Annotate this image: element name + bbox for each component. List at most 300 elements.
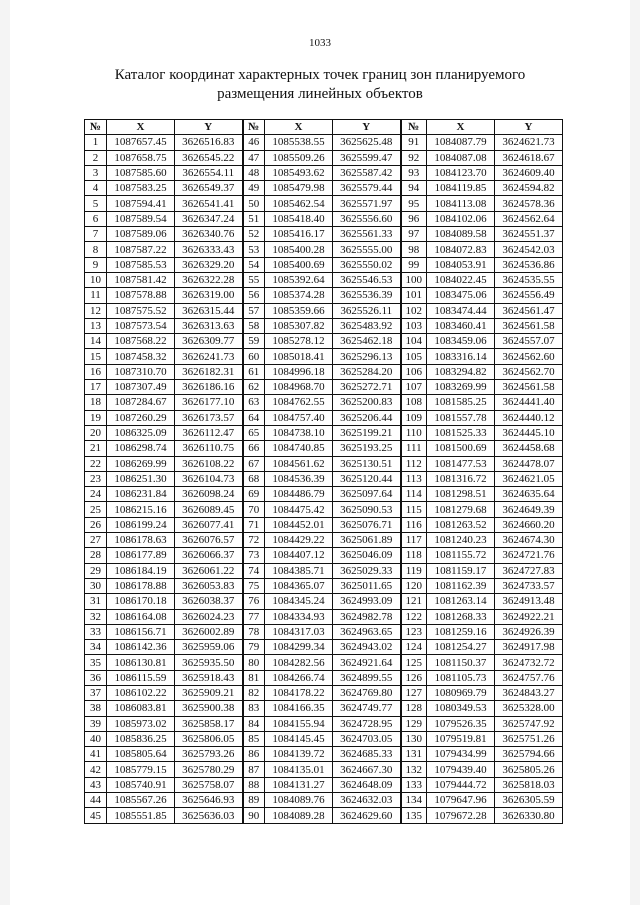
x-coordinate-cell: 1083459.06: [427, 334, 495, 349]
y-coordinate-cell: 3624578.36: [495, 196, 563, 211]
y-coordinate-cell: 3625900.38: [175, 701, 243, 716]
y-coordinate-cell: 3626541.41: [175, 196, 243, 211]
y-coordinate-cell: 3624542.03: [495, 242, 563, 257]
point-number-cell: 122: [401, 609, 427, 624]
x-coordinate-cell: 1085509.26: [265, 150, 333, 165]
table-row: [85, 716, 563, 731]
x-coordinate-cell: 1086231.84: [107, 487, 175, 502]
x-coordinate-cell: 1087568.22: [107, 334, 175, 349]
point-number-cell: 43: [85, 777, 107, 792]
x-coordinate-cell: 1084102.06: [427, 211, 495, 226]
y-coordinate-cell: 3625751.26: [495, 731, 563, 746]
y-coordinate-cell: 3625555.00: [333, 242, 401, 257]
point-number-cell: 88: [243, 777, 265, 792]
x-coordinate-cell: 1079434.99: [427, 747, 495, 762]
coordinates-table: [84, 119, 563, 824]
y-coordinate-cell: 3625296.13: [333, 349, 401, 364]
point-number-cell: 60: [243, 349, 265, 364]
table-row: [85, 288, 563, 303]
y-coordinate-cell: 3624660.20: [495, 517, 563, 532]
y-coordinate-cell: 3625935.50: [175, 655, 243, 670]
x-coordinate-cell: 1081279.68: [427, 502, 495, 517]
column-header-x: X: [107, 120, 175, 135]
point-number-cell: 99: [401, 257, 427, 272]
point-number-cell: 134: [401, 793, 427, 808]
y-coordinate-cell: 3624926.39: [495, 624, 563, 639]
y-coordinate-cell: 3626309.77: [175, 334, 243, 349]
x-coordinate-cell: 1085567.26: [107, 793, 175, 808]
y-coordinate-cell: 3624667.30: [333, 762, 401, 777]
x-coordinate-cell: 1084968.70: [265, 380, 333, 395]
y-coordinate-cell: 3624536.86: [495, 257, 563, 272]
y-coordinate-cell: 3625909.21: [175, 685, 243, 700]
y-coordinate-cell: 3626173.57: [175, 410, 243, 425]
table-row: [85, 793, 563, 808]
y-coordinate-cell: 3624561.58: [495, 380, 563, 395]
y-coordinate-cell: 3625284.20: [333, 364, 401, 379]
table-row: [85, 349, 563, 364]
x-coordinate-cell: 1086298.74: [107, 441, 175, 456]
table-row: [85, 211, 563, 226]
point-number-cell: 110: [401, 425, 427, 440]
x-coordinate-cell: 1085359.66: [265, 303, 333, 318]
y-coordinate-cell: 3624535.55: [495, 272, 563, 287]
y-coordinate-cell: 3625806.05: [175, 731, 243, 746]
x-coordinate-cell: 1079439.40: [427, 762, 495, 777]
table-row: [85, 563, 563, 578]
y-coordinate-cell: 3624594.82: [495, 181, 563, 196]
x-coordinate-cell: 1084131.27: [265, 777, 333, 792]
x-coordinate-cell: 1084365.07: [265, 578, 333, 593]
x-coordinate-cell: 1084155.94: [265, 716, 333, 731]
x-coordinate-cell: 1084123.70: [427, 165, 495, 180]
y-coordinate-cell: 3625526.11: [333, 303, 401, 318]
table-row: [85, 701, 563, 716]
y-coordinate-cell: 3624721.76: [495, 548, 563, 563]
y-coordinate-cell: 3624727.83: [495, 563, 563, 578]
y-coordinate-cell: 3624728.95: [333, 716, 401, 731]
point-number-cell: 28: [85, 548, 107, 563]
y-coordinate-cell: 3625090.53: [333, 502, 401, 517]
x-coordinate-cell: 1084299.34: [265, 640, 333, 655]
point-number-cell: 40: [85, 731, 107, 746]
x-coordinate-cell: 1085418.40: [265, 211, 333, 226]
y-coordinate-cell: 3624441.40: [495, 395, 563, 410]
x-coordinate-cell: 1083269.99: [427, 380, 495, 395]
y-coordinate-cell: 3624749.77: [333, 701, 401, 716]
y-coordinate-cell: 3625587.42: [333, 165, 401, 180]
x-coordinate-cell: 1084072.83: [427, 242, 495, 257]
y-coordinate-cell: 3626002.89: [175, 624, 243, 639]
point-number-cell: 67: [243, 456, 265, 471]
point-number-cell: 81: [243, 670, 265, 685]
x-coordinate-cell: 1087260.29: [107, 410, 175, 425]
y-coordinate-cell: 3624685.33: [333, 747, 401, 762]
point-number-cell: 98: [401, 242, 427, 257]
point-number-cell: 66: [243, 441, 265, 456]
y-coordinate-cell: 3626061.22: [175, 563, 243, 578]
y-coordinate-cell: 3626322.28: [175, 272, 243, 287]
x-coordinate-cell: 1081162.39: [427, 578, 495, 593]
point-number-cell: 14: [85, 334, 107, 349]
point-number-cell: 95: [401, 196, 427, 211]
point-number-cell: 101: [401, 288, 427, 303]
point-number-cell: 129: [401, 716, 427, 731]
x-coordinate-cell: 1084089.76: [265, 793, 333, 808]
x-coordinate-cell: 1085836.25: [107, 731, 175, 746]
y-coordinate-cell: 3625599.47: [333, 150, 401, 165]
point-number-cell: 41: [85, 747, 107, 762]
point-number-cell: 62: [243, 380, 265, 395]
table-row: [85, 165, 563, 180]
point-number-cell: 53: [243, 242, 265, 257]
table-row: [85, 640, 563, 655]
point-number-cell: 32: [85, 609, 107, 624]
point-number-cell: 27: [85, 533, 107, 548]
y-coordinate-cell: 3624458.68: [495, 441, 563, 456]
x-coordinate-cell: 1085973.02: [107, 716, 175, 731]
point-number-cell: 42: [85, 762, 107, 777]
y-coordinate-cell: 3626330.80: [495, 808, 563, 823]
point-number-cell: 86: [243, 747, 265, 762]
x-coordinate-cell: 1087585.53: [107, 257, 175, 272]
point-number-cell: 111: [401, 441, 427, 456]
x-coordinate-cell: 1081298.51: [427, 487, 495, 502]
x-coordinate-cell: 1084334.93: [265, 609, 333, 624]
point-number-cell: 30: [85, 578, 107, 593]
table-row: [85, 533, 563, 548]
point-number-cell: 22: [85, 456, 107, 471]
x-coordinate-cell: 1081557.78: [427, 410, 495, 425]
column-header-y: Y: [175, 120, 243, 135]
table-row: [85, 395, 563, 410]
x-coordinate-cell: 1086177.89: [107, 548, 175, 563]
y-coordinate-cell: 3624561.47: [495, 303, 563, 318]
point-number-cell: 108: [401, 395, 427, 410]
y-coordinate-cell: 3625780.29: [175, 762, 243, 777]
point-number-cell: 13: [85, 318, 107, 333]
point-number-cell: 59: [243, 334, 265, 349]
table-row: [85, 196, 563, 211]
y-coordinate-cell: 3625328.00: [495, 701, 563, 716]
point-number-cell: 12: [85, 303, 107, 318]
column-header-number: №: [243, 120, 265, 135]
x-coordinate-cell: 1086199.24: [107, 517, 175, 532]
x-coordinate-cell: 1079519.81: [427, 731, 495, 746]
x-coordinate-cell: 1085400.28: [265, 242, 333, 257]
x-coordinate-cell: 1084429.22: [265, 533, 333, 548]
x-coordinate-cell: 1080969.79: [427, 685, 495, 700]
point-number-cell: 35: [85, 655, 107, 670]
y-coordinate-cell: 3626319.00: [175, 288, 243, 303]
point-number-cell: 74: [243, 563, 265, 578]
x-coordinate-cell: 1087578.88: [107, 288, 175, 303]
point-number-cell: 115: [401, 502, 427, 517]
point-number-cell: 72: [243, 533, 265, 548]
point-number-cell: 93: [401, 165, 427, 180]
y-coordinate-cell: 3624993.09: [333, 594, 401, 609]
x-coordinate-cell: 1084089.28: [265, 808, 333, 823]
y-coordinate-cell: 3624732.72: [495, 655, 563, 670]
x-coordinate-cell: 1081150.37: [427, 655, 495, 670]
point-number-cell: 64: [243, 410, 265, 425]
y-coordinate-cell: 3625206.44: [333, 410, 401, 425]
point-number-cell: 109: [401, 410, 427, 425]
table-row: [85, 257, 563, 272]
point-number-cell: 51: [243, 211, 265, 226]
y-coordinate-cell: 3626329.20: [175, 257, 243, 272]
x-coordinate-cell: 1086164.08: [107, 609, 175, 624]
y-coordinate-cell: 3626066.37: [175, 548, 243, 563]
x-coordinate-cell: 1086083.81: [107, 701, 175, 716]
point-number-cell: 90: [243, 808, 265, 823]
y-coordinate-cell: 3625536.39: [333, 288, 401, 303]
x-coordinate-cell: 1084385.71: [265, 563, 333, 578]
x-coordinate-cell: 1085462.54: [265, 196, 333, 211]
y-coordinate-cell: 3626098.24: [175, 487, 243, 502]
y-coordinate-cell: 3625918.43: [175, 670, 243, 685]
y-coordinate-cell: 3625011.65: [333, 578, 401, 593]
column-header-y: Y: [495, 120, 563, 135]
y-coordinate-cell: 3624648.09: [333, 777, 401, 792]
x-coordinate-cell: 1084266.74: [265, 670, 333, 685]
x-coordinate-cell: 1085538.55: [265, 135, 333, 150]
y-coordinate-cell: 3624632.03: [333, 793, 401, 808]
x-coordinate-cell: 1081105.73: [427, 670, 495, 685]
table-row: [85, 517, 563, 532]
y-coordinate-cell: 3625120.44: [333, 471, 401, 486]
point-number-cell: 125: [401, 655, 427, 670]
table-row: [85, 502, 563, 517]
y-coordinate-cell: 3624769.80: [333, 685, 401, 700]
table-row: [85, 227, 563, 242]
column-header-x: X: [265, 120, 333, 135]
y-coordinate-cell: 3624621.05: [495, 471, 563, 486]
point-number-cell: 49: [243, 181, 265, 196]
y-coordinate-cell: 3626186.16: [175, 380, 243, 395]
y-coordinate-cell: 3626554.11: [175, 165, 243, 180]
point-number-cell: 91: [401, 135, 427, 150]
x-coordinate-cell: 1081254.27: [427, 640, 495, 655]
x-coordinate-cell: 1087587.22: [107, 242, 175, 257]
y-coordinate-cell: 3624921.64: [333, 655, 401, 670]
x-coordinate-cell: 1084486.79: [265, 487, 333, 502]
x-coordinate-cell: 1085551.85: [107, 808, 175, 823]
table-row: [85, 272, 563, 287]
point-number-cell: 6: [85, 211, 107, 226]
y-coordinate-cell: 3624899.55: [333, 670, 401, 685]
point-number-cell: 70: [243, 502, 265, 517]
y-coordinate-cell: 3625636.03: [175, 808, 243, 823]
y-coordinate-cell: 3626112.47: [175, 425, 243, 440]
title-line-2: размещения линейных объектов: [217, 86, 423, 102]
x-coordinate-cell: 1081316.72: [427, 471, 495, 486]
y-coordinate-cell: 3624674.30: [495, 533, 563, 548]
table-row: [85, 487, 563, 502]
point-number-cell: 87: [243, 762, 265, 777]
point-number-cell: 79: [243, 640, 265, 655]
point-number-cell: 69: [243, 487, 265, 502]
y-coordinate-cell: 3624649.39: [495, 502, 563, 517]
y-coordinate-cell: 3625097.64: [333, 487, 401, 502]
x-coordinate-cell: 1081155.72: [427, 548, 495, 563]
point-number-cell: 57: [243, 303, 265, 318]
table-row: [85, 685, 563, 700]
point-number-cell: 2: [85, 150, 107, 165]
y-coordinate-cell: 3626315.44: [175, 303, 243, 318]
table-row: [85, 242, 563, 257]
point-number-cell: 16: [85, 364, 107, 379]
x-coordinate-cell: 1080349.53: [427, 701, 495, 716]
x-coordinate-cell: 1085018.41: [265, 349, 333, 364]
y-coordinate-cell: 3625130.51: [333, 456, 401, 471]
point-number-cell: 114: [401, 487, 427, 502]
y-coordinate-cell: 3625579.44: [333, 181, 401, 196]
point-number-cell: 71: [243, 517, 265, 532]
x-coordinate-cell: 1086130.81: [107, 655, 175, 670]
point-number-cell: 61: [243, 364, 265, 379]
y-coordinate-cell: 3624922.21: [495, 609, 563, 624]
y-coordinate-cell: 3625758.07: [175, 777, 243, 792]
column-header-y: Y: [333, 120, 401, 135]
point-number-cell: 77: [243, 609, 265, 624]
x-coordinate-cell: 1084757.40: [265, 410, 333, 425]
y-coordinate-cell: 3626076.57: [175, 533, 243, 548]
y-coordinate-cell: 3625793.26: [175, 747, 243, 762]
y-coordinate-cell: 3626182.31: [175, 364, 243, 379]
point-number-cell: 50: [243, 196, 265, 211]
table-row: [85, 181, 563, 196]
x-coordinate-cell: 1086184.19: [107, 563, 175, 578]
point-number-cell: 31: [85, 594, 107, 609]
table-row: [85, 609, 563, 624]
x-coordinate-cell: 1085740.91: [107, 777, 175, 792]
point-number-cell: 3: [85, 165, 107, 180]
point-number-cell: 47: [243, 150, 265, 165]
y-coordinate-cell: 3626077.41: [175, 517, 243, 532]
table-row: [85, 594, 563, 609]
y-coordinate-cell: 3626053.83: [175, 578, 243, 593]
table-row: [85, 471, 563, 486]
column-header-x: X: [427, 120, 495, 135]
y-coordinate-cell: 3625076.71: [333, 517, 401, 532]
y-coordinate-cell: 3625646.93: [175, 793, 243, 808]
y-coordinate-cell: 3626313.63: [175, 318, 243, 333]
x-coordinate-cell: 1079526.35: [427, 716, 495, 731]
y-coordinate-cell: 3626333.43: [175, 242, 243, 257]
x-coordinate-cell: 1083475.06: [427, 288, 495, 303]
point-number-cell: 82: [243, 685, 265, 700]
y-coordinate-cell: 3626347.24: [175, 211, 243, 226]
point-number-cell: 63: [243, 395, 265, 410]
x-coordinate-cell: 1087589.54: [107, 211, 175, 226]
x-coordinate-cell: 1087658.75: [107, 150, 175, 165]
point-number-cell: 25: [85, 502, 107, 517]
x-coordinate-cell: 1079444.72: [427, 777, 495, 792]
table-row: [85, 456, 563, 471]
point-number-cell: 36: [85, 670, 107, 685]
point-number-cell: 68: [243, 471, 265, 486]
table-row: [85, 425, 563, 440]
point-number-cell: 11: [85, 288, 107, 303]
table-row: [85, 777, 563, 792]
y-coordinate-cell: 3625858.17: [175, 716, 243, 731]
table-row: [85, 624, 563, 639]
point-number-cell: 123: [401, 624, 427, 639]
y-coordinate-cell: 3626549.37: [175, 181, 243, 196]
point-number-cell: 121: [401, 594, 427, 609]
x-coordinate-cell: 1087583.25: [107, 181, 175, 196]
point-number-cell: 97: [401, 227, 427, 242]
y-coordinate-cell: 3625193.25: [333, 441, 401, 456]
point-number-cell: 54: [243, 257, 265, 272]
point-number-cell: 132: [401, 762, 427, 777]
point-number-cell: 45: [85, 808, 107, 823]
table-row: [85, 808, 563, 823]
x-coordinate-cell: 1084317.03: [265, 624, 333, 639]
y-coordinate-cell: 3625029.33: [333, 563, 401, 578]
document-page: [10, 0, 630, 905]
x-coordinate-cell: 1079672.28: [427, 808, 495, 823]
y-coordinate-cell: 3625272.71: [333, 380, 401, 395]
table-row: [85, 747, 563, 762]
point-number-cell: 44: [85, 793, 107, 808]
y-coordinate-cell: 3626340.76: [175, 227, 243, 242]
x-coordinate-cell: 1084475.42: [265, 502, 333, 517]
y-coordinate-cell: 3624609.40: [495, 165, 563, 180]
x-coordinate-cell: 1086251.30: [107, 471, 175, 486]
table-row: [85, 150, 563, 165]
y-coordinate-cell: 3624843.27: [495, 685, 563, 700]
x-coordinate-cell: 1085493.62: [265, 165, 333, 180]
x-coordinate-cell: 1084053.91: [427, 257, 495, 272]
y-coordinate-cell: 3626038.37: [175, 594, 243, 609]
point-number-cell: 10: [85, 272, 107, 287]
x-coordinate-cell: 1085779.15: [107, 762, 175, 777]
x-coordinate-cell: 1081525.33: [427, 425, 495, 440]
point-number-cell: 9: [85, 257, 107, 272]
x-coordinate-cell: 1081240.23: [427, 533, 495, 548]
y-coordinate-cell: 3624757.76: [495, 670, 563, 685]
y-coordinate-cell: 3624943.02: [333, 640, 401, 655]
y-coordinate-cell: 3626516.83: [175, 135, 243, 150]
point-number-cell: 130: [401, 731, 427, 746]
point-number-cell: 124: [401, 640, 427, 655]
x-coordinate-cell: 1083460.41: [427, 318, 495, 333]
point-number-cell: 8: [85, 242, 107, 257]
point-number-cell: 83: [243, 701, 265, 716]
point-number-cell: 94: [401, 181, 427, 196]
y-coordinate-cell: 3626108.22: [175, 456, 243, 471]
point-number-cell: 103: [401, 318, 427, 333]
x-coordinate-cell: 1087310.70: [107, 364, 175, 379]
y-coordinate-cell: 3624733.57: [495, 578, 563, 593]
point-number-cell: 113: [401, 471, 427, 486]
point-number-cell: 131: [401, 747, 427, 762]
point-number-cell: 37: [85, 685, 107, 700]
point-number-cell: 56: [243, 288, 265, 303]
point-number-cell: 33: [85, 624, 107, 639]
point-number-cell: 52: [243, 227, 265, 242]
y-coordinate-cell: 3624917.98: [495, 640, 563, 655]
x-coordinate-cell: 1087594.41: [107, 196, 175, 211]
table-row: [85, 670, 563, 685]
y-coordinate-cell: 3624445.10: [495, 425, 563, 440]
y-coordinate-cell: 3626177.10: [175, 395, 243, 410]
x-coordinate-cell: 1085278.12: [265, 334, 333, 349]
y-coordinate-cell: 3625483.92: [333, 318, 401, 333]
x-coordinate-cell: 1084166.35: [265, 701, 333, 716]
